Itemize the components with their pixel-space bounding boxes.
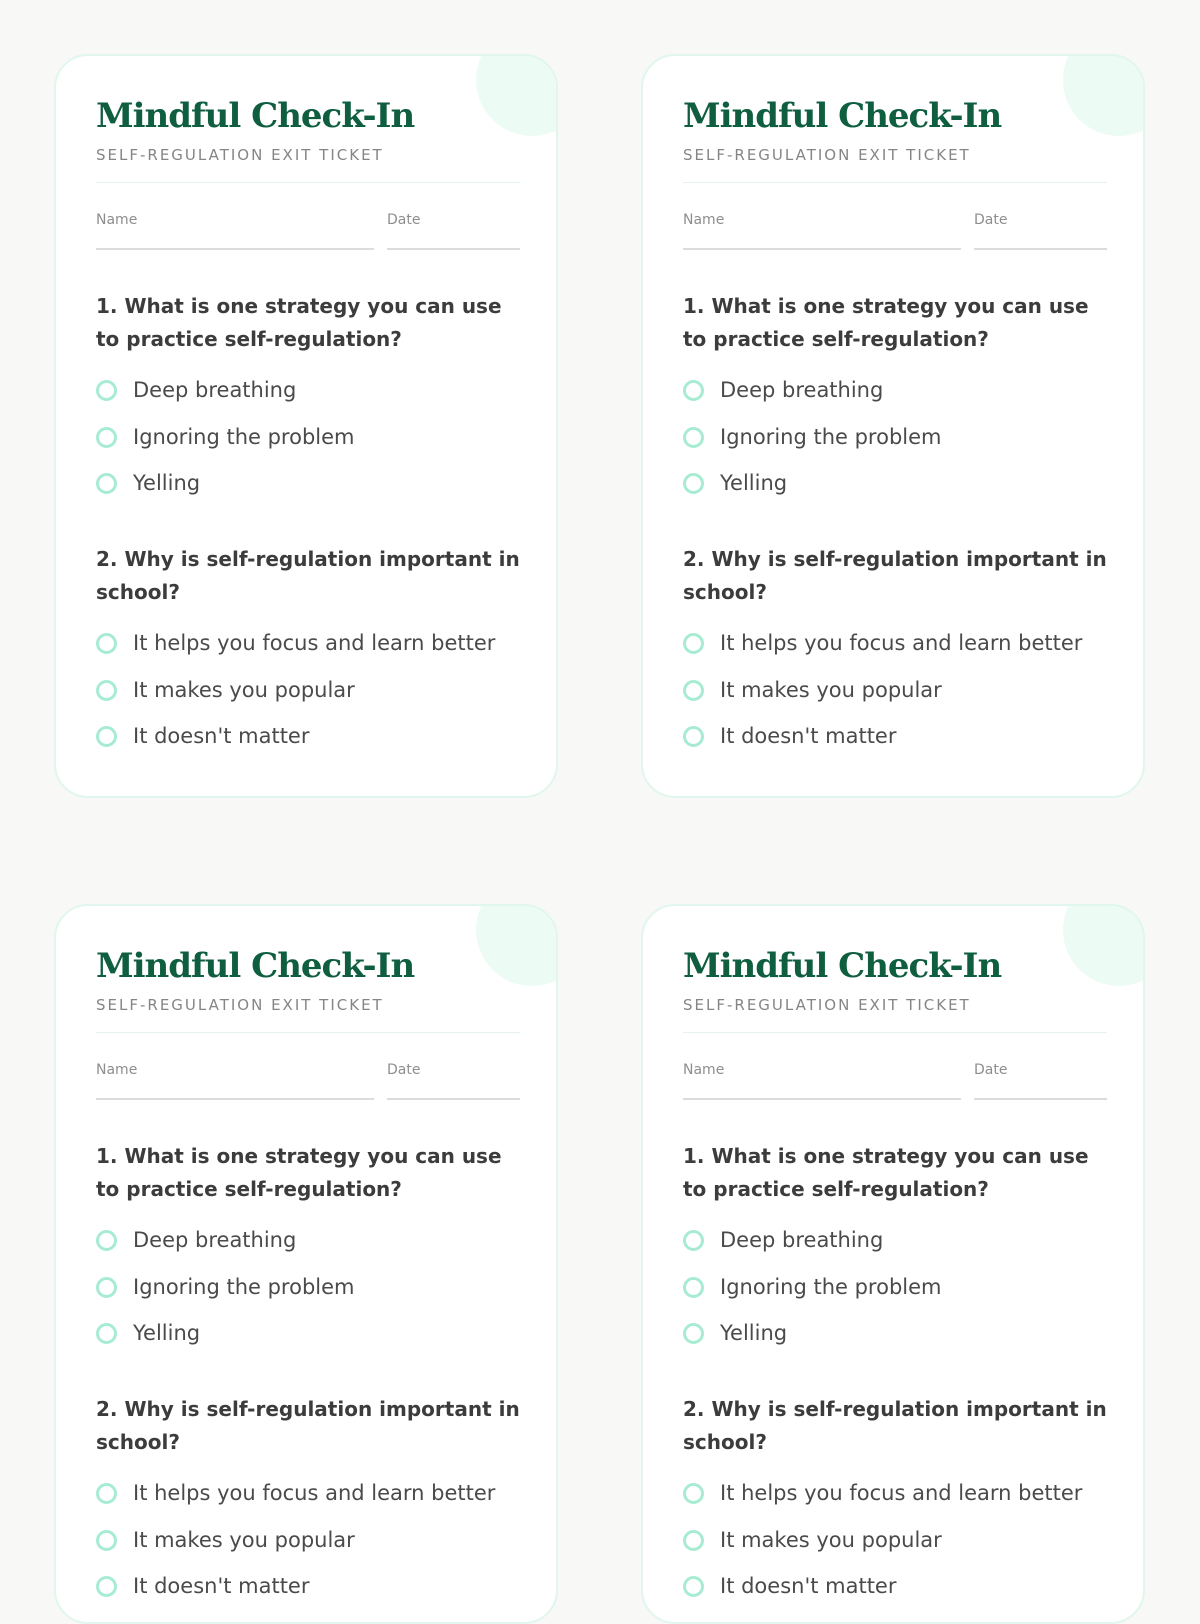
radio-circle-icon[interactable] bbox=[683, 1230, 704, 1251]
question-2-options bbox=[683, 1479, 1107, 1619]
ticket-subtitle: SELF-REGULATION EXIT TICKET bbox=[96, 996, 384, 1014]
radio-circle-icon[interactable] bbox=[96, 1277, 117, 1298]
corner-decoration bbox=[1063, 904, 1145, 986]
option-label: Deep breathing bbox=[133, 1228, 297, 1252]
name-field-label: Name bbox=[683, 1062, 725, 1078]
exit-ticket-card bbox=[641, 54, 1145, 798]
answer-option[interactable] bbox=[683, 1273, 1107, 1320]
radio-circle-icon[interactable] bbox=[683, 726, 704, 747]
option-label: Ignoring the problem bbox=[720, 424, 942, 449]
radio-circle-icon[interactable] bbox=[96, 380, 117, 401]
answer-option[interactable] bbox=[683, 676, 1107, 723]
radio-circle-icon[interactable] bbox=[96, 1576, 117, 1597]
date-field[interactable] bbox=[974, 1062, 1107, 1100]
answer-option[interactable] bbox=[683, 1226, 1107, 1273]
header-divider bbox=[683, 1032, 1107, 1033]
option-label: Deep breathing bbox=[133, 378, 297, 402]
ticket-title: Mindful Check-In bbox=[683, 96, 1002, 136]
ticket-subtitle: SELF-REGULATION EXIT TICKET bbox=[683, 996, 971, 1014]
name-field[interactable] bbox=[96, 212, 374, 250]
answer-option[interactable] bbox=[683, 722, 1107, 769]
answer-option[interactable] bbox=[96, 376, 520, 423]
name-field-label: Name bbox=[96, 1062, 138, 1078]
option-label: It helps you focus and learn better bbox=[133, 1481, 496, 1505]
ticket-subtitle: SELF-REGULATION EXIT TICKET bbox=[683, 146, 971, 164]
question-1: 1. What is one strategy you can use to practice self-regulation? bbox=[96, 1144, 502, 1201]
option-label: It doesn't matter bbox=[720, 724, 897, 749]
question-1-options bbox=[96, 376, 520, 516]
question-2: 2. Why is self-regulation important in school? bbox=[683, 1397, 1107, 1454]
option-label: It helps you focus and learn better bbox=[720, 1481, 1083, 1505]
question-1: 1. What is one strategy you can use to practice self-regulation? bbox=[683, 294, 1089, 351]
question-2: 2. Why is self-regulation important in school? bbox=[96, 547, 520, 604]
answer-option[interactable] bbox=[683, 629, 1107, 676]
corner-decoration bbox=[476, 904, 558, 986]
option-label: Yelling bbox=[720, 1321, 788, 1346]
date-field-label: Date bbox=[974, 212, 1008, 228]
answer-option[interactable] bbox=[683, 1572, 1107, 1619]
name-field[interactable] bbox=[683, 1062, 961, 1100]
question-2: 2. Why is self-regulation important in school? bbox=[683, 547, 1107, 604]
option-label: It helps you focus and learn better bbox=[133, 631, 496, 655]
answer-option[interactable] bbox=[96, 1572, 520, 1619]
answer-option[interactable] bbox=[96, 629, 520, 676]
header-divider bbox=[96, 1032, 520, 1033]
header-divider bbox=[96, 182, 520, 183]
radio-circle-icon[interactable] bbox=[683, 1483, 704, 1504]
question-2-options bbox=[683, 629, 1107, 769]
radio-circle-icon[interactable] bbox=[683, 473, 704, 494]
answer-option[interactable] bbox=[683, 1526, 1107, 1573]
name-field-label: Name bbox=[683, 212, 725, 228]
name-field-label: Name bbox=[96, 212, 138, 228]
answer-option[interactable] bbox=[96, 423, 520, 470]
radio-circle-icon[interactable] bbox=[683, 1576, 704, 1597]
option-label: It makes you popular bbox=[133, 1527, 355, 1552]
ticket-title: Mindful Check-In bbox=[683, 946, 1002, 986]
question-2-options bbox=[96, 629, 520, 769]
answer-option[interactable] bbox=[96, 722, 520, 769]
exit-ticket-card bbox=[641, 904, 1145, 1624]
date-field-label: Date bbox=[974, 1062, 1008, 1078]
ticket-title: Mindful Check-In bbox=[96, 946, 415, 986]
question-1-options bbox=[683, 376, 1107, 516]
radio-circle-icon[interactable] bbox=[683, 427, 704, 448]
option-label: It makes you popular bbox=[133, 677, 355, 702]
answer-option[interactable] bbox=[96, 676, 520, 723]
question-1: 1. What is one strategy you can use to practice self-regulation? bbox=[683, 1144, 1089, 1201]
radio-circle-icon[interactable] bbox=[96, 680, 117, 701]
option-label: Ignoring the problem bbox=[133, 1274, 355, 1299]
exit-ticket-card bbox=[54, 904, 558, 1624]
answer-option[interactable] bbox=[683, 423, 1107, 470]
answer-option[interactable] bbox=[96, 1273, 520, 1320]
question-1-options bbox=[683, 1226, 1107, 1366]
answer-option[interactable] bbox=[683, 469, 1107, 516]
radio-circle-icon[interactable] bbox=[96, 473, 117, 494]
option-label: It doesn't matter bbox=[720, 1574, 897, 1599]
option-label: Deep breathing bbox=[720, 1228, 884, 1252]
radio-circle-icon[interactable] bbox=[96, 633, 117, 654]
corner-decoration bbox=[1063, 54, 1145, 136]
question-1-options bbox=[96, 1226, 520, 1366]
ticket-title: Mindful Check-In bbox=[96, 96, 415, 136]
radio-circle-icon[interactable] bbox=[683, 1530, 704, 1551]
answer-option[interactable] bbox=[683, 1319, 1107, 1366]
question-2: 2. Why is self-regulation important in school? bbox=[96, 1397, 520, 1454]
option-label: Deep breathing bbox=[720, 378, 884, 402]
question-1: 1. What is one strategy you can use to practice self-regulation? bbox=[96, 294, 502, 351]
radio-circle-icon[interactable] bbox=[683, 1323, 704, 1344]
answer-option[interactable] bbox=[96, 469, 520, 516]
radio-circle-icon[interactable] bbox=[683, 680, 704, 701]
option-label: It makes you popular bbox=[720, 1527, 942, 1552]
option-label: It makes you popular bbox=[720, 677, 942, 702]
name-field[interactable] bbox=[96, 1062, 374, 1100]
option-label: Yelling bbox=[133, 471, 201, 496]
option-label: Yelling bbox=[133, 1321, 201, 1346]
radio-circle-icon[interactable] bbox=[683, 1277, 704, 1298]
answer-option[interactable] bbox=[96, 1226, 520, 1273]
name-field[interactable] bbox=[683, 212, 961, 250]
option-label: It doesn't matter bbox=[133, 1574, 310, 1599]
answer-option[interactable] bbox=[683, 1479, 1107, 1526]
answer-option[interactable] bbox=[96, 1526, 520, 1573]
radio-circle-icon[interactable] bbox=[96, 1323, 117, 1344]
ticket-subtitle: SELF-REGULATION EXIT TICKET bbox=[96, 146, 384, 164]
option-label: Ignoring the problem bbox=[720, 1274, 942, 1299]
corner-decoration bbox=[476, 54, 558, 136]
radio-circle-icon[interactable] bbox=[96, 726, 117, 747]
option-label: It helps you focus and learn better bbox=[720, 631, 1083, 655]
option-label: Ignoring the problem bbox=[133, 424, 355, 449]
date-field-label: Date bbox=[387, 1062, 421, 1078]
date-field[interactable] bbox=[387, 1062, 520, 1100]
header-divider bbox=[683, 182, 1107, 183]
radio-circle-icon[interactable] bbox=[96, 1483, 117, 1504]
answer-option[interactable] bbox=[96, 1319, 520, 1366]
radio-circle-icon[interactable] bbox=[96, 427, 117, 448]
radio-circle-icon[interactable] bbox=[683, 633, 704, 654]
exit-ticket-card bbox=[54, 54, 558, 798]
date-field[interactable] bbox=[387, 212, 520, 250]
option-label: It doesn't matter bbox=[133, 724, 310, 749]
radio-circle-icon[interactable] bbox=[96, 1230, 117, 1251]
radio-circle-icon[interactable] bbox=[96, 1530, 117, 1551]
date-field-label: Date bbox=[387, 212, 421, 228]
option-label: Yelling bbox=[720, 471, 788, 496]
question-2-options bbox=[96, 1479, 520, 1619]
answer-option[interactable] bbox=[96, 1479, 520, 1526]
date-field[interactable] bbox=[974, 212, 1107, 250]
radio-circle-icon[interactable] bbox=[683, 380, 704, 401]
answer-option[interactable] bbox=[683, 376, 1107, 423]
